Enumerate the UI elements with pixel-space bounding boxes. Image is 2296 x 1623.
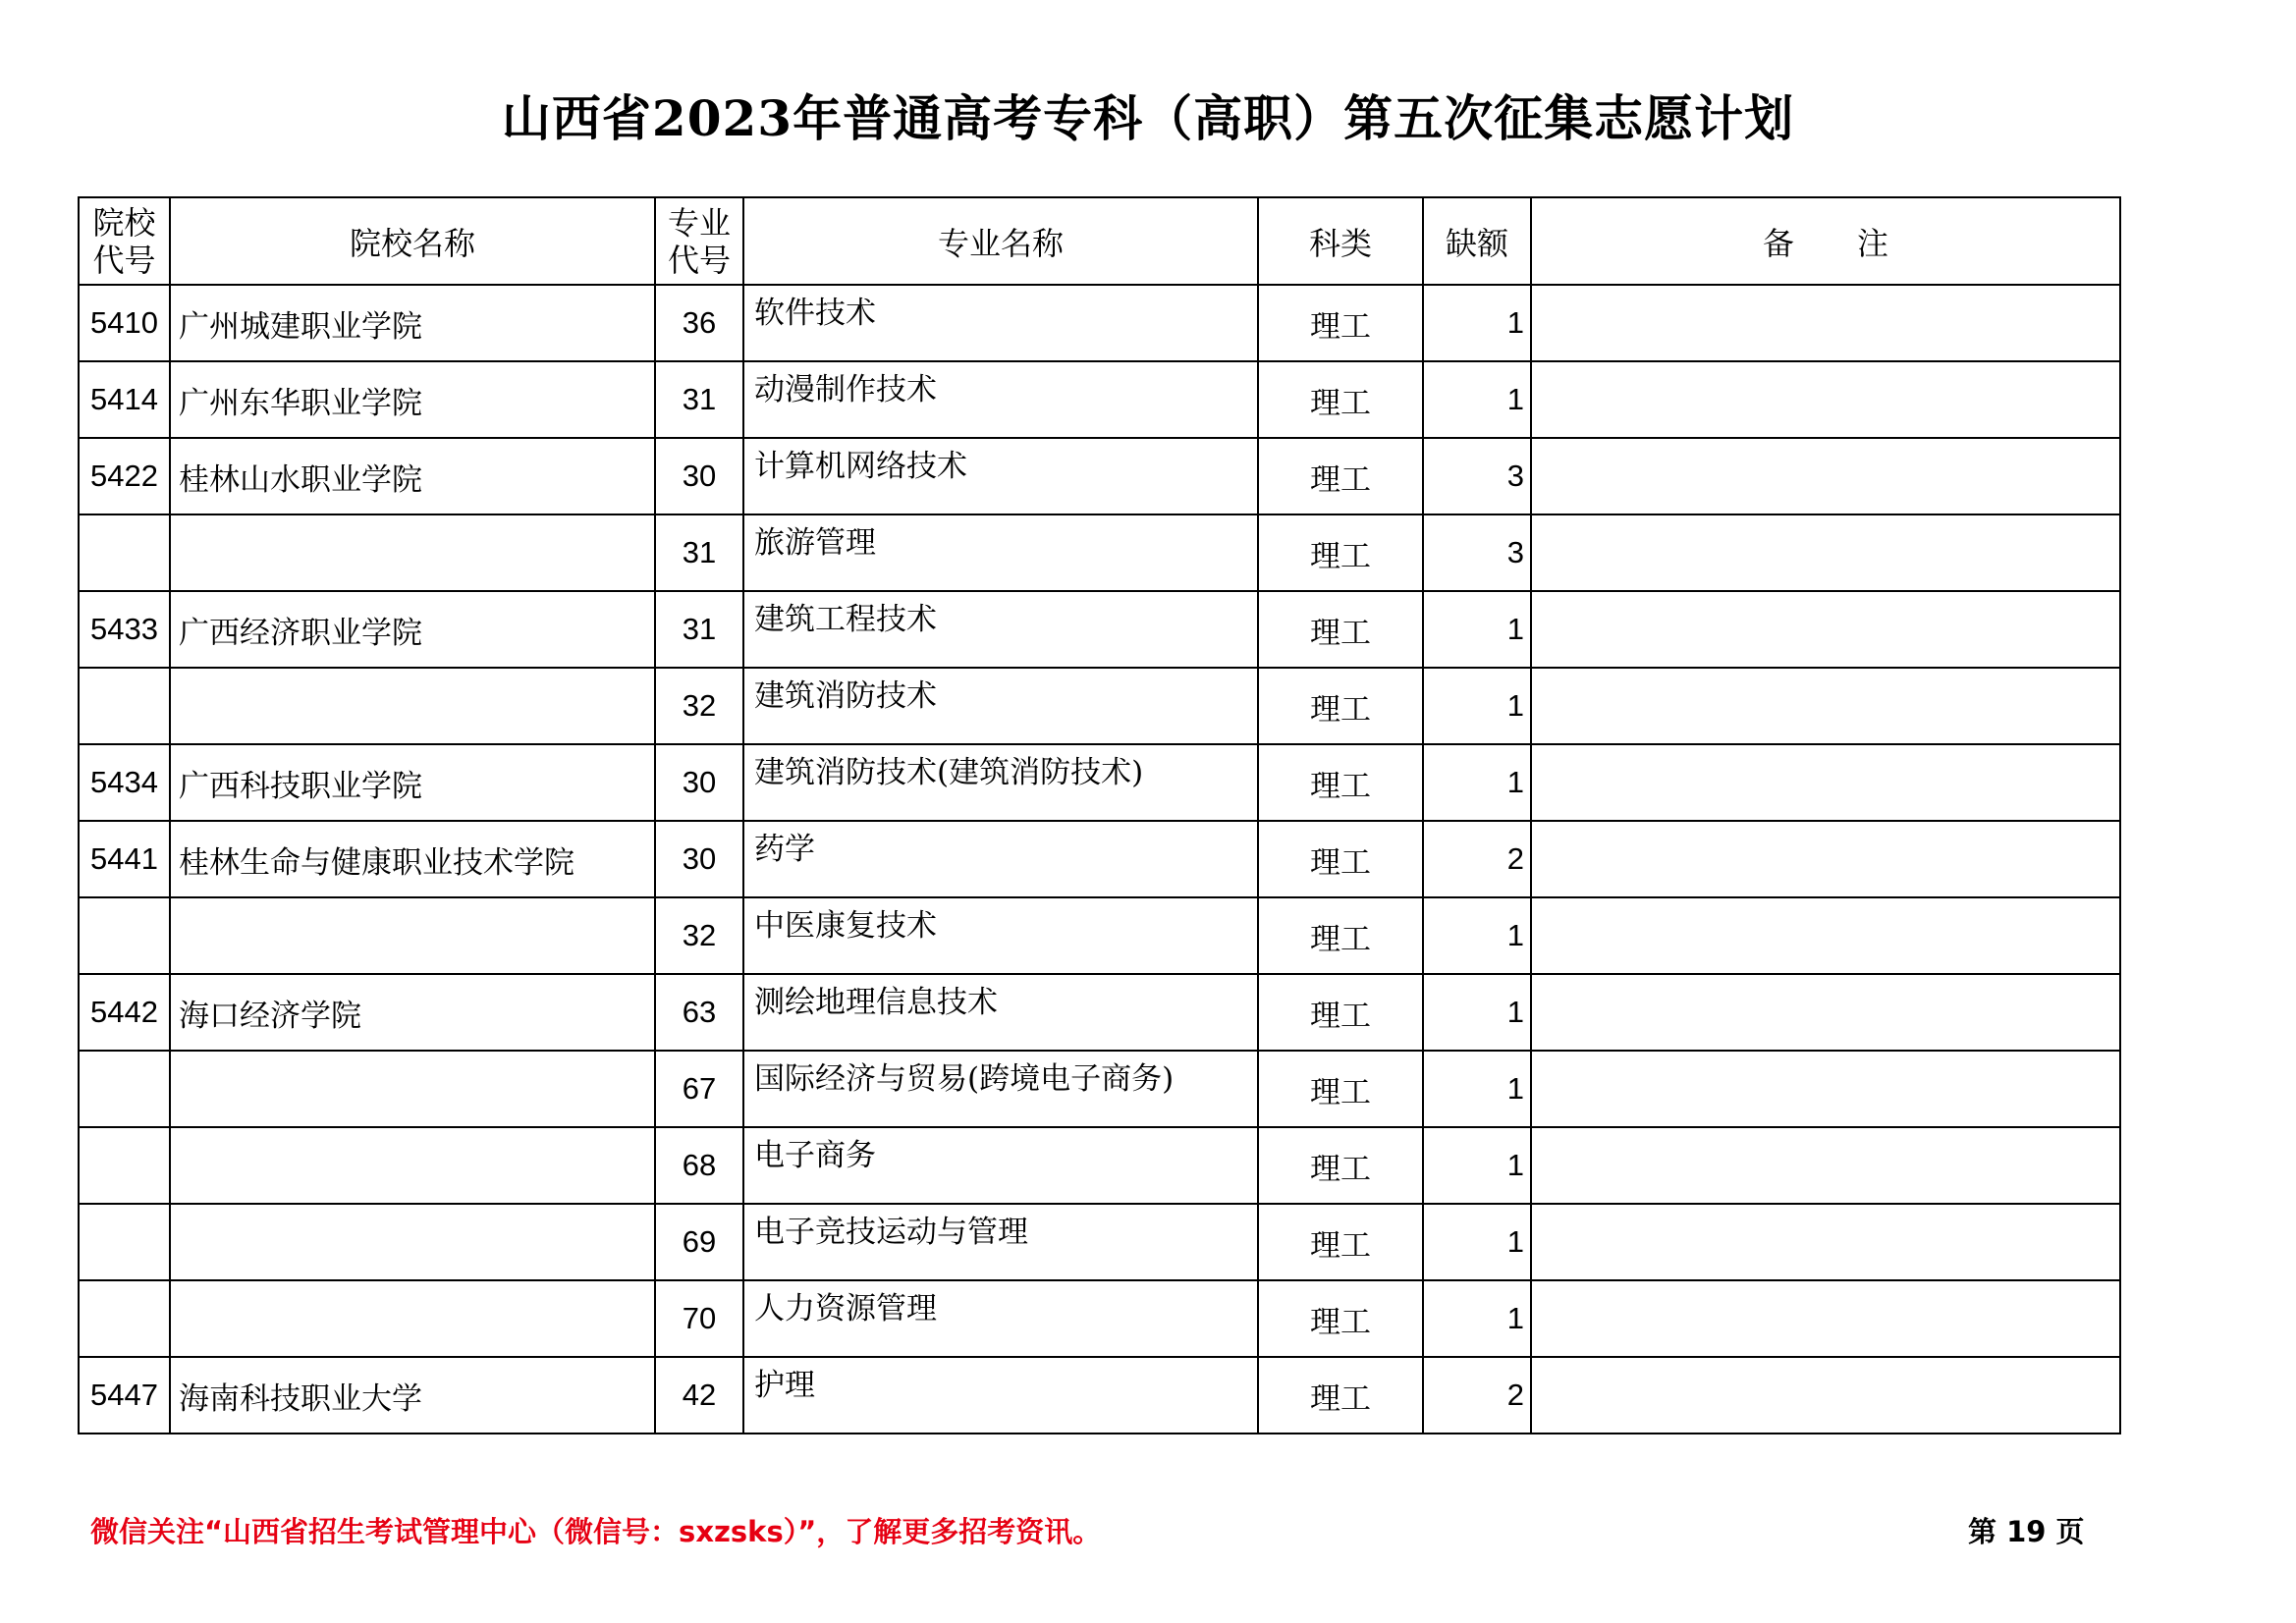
- header-major-code: 专业代号: [655, 197, 743, 285]
- subject-cell: 理工: [1258, 591, 1423, 668]
- table-row: [79, 1127, 2120, 1204]
- subject-cell: 理工: [1258, 285, 1423, 361]
- remark-cell: [1531, 1127, 2120, 1204]
- table-row: [79, 1051, 2120, 1127]
- header-school-name: 院校名称: [170, 197, 655, 285]
- remark-cell: [1531, 514, 2120, 591]
- major-name-cell: 软件技术: [743, 285, 1258, 361]
- subject-cell: 理工: [1258, 1204, 1423, 1280]
- school-code-cell: 5441: [79, 821, 170, 897]
- subject-cell: 理工: [1258, 974, 1423, 1051]
- school-name-cell: 广西科技职业学院: [170, 744, 655, 821]
- major-name-cell: 电子竞技运动与管理: [743, 1204, 1258, 1280]
- school-code-cell: [79, 897, 170, 974]
- school-name-cell: [170, 514, 655, 591]
- subject-cell: 理工: [1258, 668, 1423, 744]
- quota-cell: 1: [1423, 974, 1531, 1051]
- school-name-cell: 海南科技职业大学: [170, 1357, 655, 1434]
- header-major-name: 专业名称: [743, 197, 1258, 285]
- major-name-cell: 中医康复技术: [743, 897, 1258, 974]
- school-code-cell: 5410: [79, 285, 170, 361]
- subject-cell: 理工: [1258, 438, 1423, 514]
- quota-cell: 2: [1423, 1357, 1531, 1434]
- school-code-cell: 5442: [79, 974, 170, 1051]
- page-title: 山西省2023年普通高考专科（高职）第五次征集志愿计划: [501, 89, 1795, 147]
- major-name-cell: 护理: [743, 1357, 1258, 1434]
- school-name-cell: [170, 1051, 655, 1127]
- school-code-cell: 5433: [79, 591, 170, 668]
- quota-cell: 1: [1423, 591, 1531, 668]
- footer-wechat-note: 微信关注“山西省招生考试管理中心（微信号：sxzsks）”，了解更多招考资讯。: [90, 1515, 1102, 1548]
- major-code-cell: 69: [655, 1204, 743, 1280]
- table-row: [79, 821, 2120, 897]
- table-row: [79, 361, 2120, 438]
- school-name-cell: [170, 1280, 655, 1357]
- school-code-cell: 5422: [79, 438, 170, 514]
- major-name-cell: 国际经济与贸易(跨境电子商务): [743, 1051, 1258, 1127]
- quota-cell: 1: [1423, 897, 1531, 974]
- major-name-cell: 测绘地理信息技术: [743, 974, 1258, 1051]
- school-name-cell: 广州东华职业学院: [170, 361, 655, 438]
- school-code-cell: 5447: [79, 1357, 170, 1434]
- remark-cell: [1531, 361, 2120, 438]
- subject-cell: 理工: [1258, 1127, 1423, 1204]
- major-name-cell: 药学: [743, 821, 1258, 897]
- major-name-cell: 建筑工程技术: [743, 591, 1258, 668]
- major-code-cell: 36: [655, 285, 743, 361]
- table-row: [79, 974, 2120, 1051]
- school-code-cell: [79, 1280, 170, 1357]
- major-code-cell: 30: [655, 821, 743, 897]
- remark-cell: [1531, 821, 2120, 897]
- table-row: [79, 744, 2120, 821]
- remark-cell: [1531, 285, 2120, 361]
- major-code-cell: 31: [655, 361, 743, 438]
- header-subject: 科类: [1258, 197, 1423, 285]
- subject-cell: 理工: [1258, 1280, 1423, 1357]
- remark-cell: [1531, 897, 2120, 974]
- major-code-cell: 68: [655, 1127, 743, 1204]
- header-remark: 备 注: [1531, 197, 2120, 285]
- quota-cell: 1: [1423, 1204, 1531, 1280]
- page-number: 第 19 页: [1968, 1515, 2085, 1548]
- major-name-cell: 旅游管理: [743, 514, 1258, 591]
- subject-cell: 理工: [1258, 1051, 1423, 1127]
- school-name-cell: [170, 897, 655, 974]
- major-code-cell: 70: [655, 1280, 743, 1357]
- plan-table: [78, 196, 2121, 1434]
- major-code-cell: 42: [655, 1357, 743, 1434]
- major-code-cell: 32: [655, 897, 743, 974]
- table-row: [79, 285, 2120, 361]
- quota-cell: 1: [1423, 1127, 1531, 1204]
- table-row: [79, 1204, 2120, 1280]
- subject-cell: 理工: [1258, 897, 1423, 974]
- major-code-cell: 32: [655, 668, 743, 744]
- school-code-cell: 5434: [79, 744, 170, 821]
- school-code-cell: 5414: [79, 361, 170, 438]
- school-name-cell: 广西经济职业学院: [170, 591, 655, 668]
- remark-cell: [1531, 1357, 2120, 1434]
- school-code-cell: [79, 1127, 170, 1204]
- quota-cell: 1: [1423, 1051, 1531, 1127]
- remark-cell: [1531, 744, 2120, 821]
- major-name-cell: 人力资源管理: [743, 1280, 1258, 1357]
- remark-cell: [1531, 1204, 2120, 1280]
- remark-cell: [1531, 668, 2120, 744]
- major-code-cell: 31: [655, 591, 743, 668]
- school-code-cell: [79, 1204, 170, 1280]
- school-name-cell: 桂林生命与健康职业技术学院: [170, 821, 655, 897]
- quota-cell: 1: [1423, 361, 1531, 438]
- subject-cell: 理工: [1258, 1357, 1423, 1434]
- school-name-cell: 桂林山水职业学院: [170, 438, 655, 514]
- table-row: [79, 668, 2120, 744]
- major-code-cell: 63: [655, 974, 743, 1051]
- table-body: [79, 285, 2120, 1434]
- subject-cell: 理工: [1258, 361, 1423, 438]
- major-name-cell: 建筑消防技术(建筑消防技术): [743, 744, 1258, 821]
- school-name-cell: 海口经济学院: [170, 974, 655, 1051]
- school-name-cell: 广州城建职业学院: [170, 285, 655, 361]
- major-code-cell: 30: [655, 744, 743, 821]
- school-code-cell: [79, 514, 170, 591]
- quota-cell: 1: [1423, 285, 1531, 361]
- table-row: [79, 1357, 2120, 1434]
- subject-cell: 理工: [1258, 514, 1423, 591]
- quota-cell: 2: [1423, 821, 1531, 897]
- table-row: [79, 514, 2120, 591]
- major-name-cell: 建筑消防技术: [743, 668, 1258, 744]
- school-name-cell: [170, 1127, 655, 1204]
- major-code-cell: 30: [655, 438, 743, 514]
- remark-cell: [1531, 1051, 2120, 1127]
- table-row: [79, 591, 2120, 668]
- table-row: [79, 1280, 2120, 1357]
- quota-cell: 1: [1423, 668, 1531, 744]
- remark-cell: [1531, 1280, 2120, 1357]
- school-name-cell: [170, 668, 655, 744]
- major-name-cell: 动漫制作技术: [743, 361, 1258, 438]
- major-code-cell: 67: [655, 1051, 743, 1127]
- quota-cell: 3: [1423, 514, 1531, 591]
- remark-cell: [1531, 591, 2120, 668]
- subject-cell: 理工: [1258, 744, 1423, 821]
- table-header-row: [79, 197, 2120, 285]
- school-code-cell: [79, 1051, 170, 1127]
- major-name-cell: 计算机网络技术: [743, 438, 1258, 514]
- school-code-cell: [79, 668, 170, 744]
- quota-cell: 1: [1423, 744, 1531, 821]
- table-row: [79, 897, 2120, 974]
- header-school-code: 院校代号: [79, 197, 170, 285]
- remark-cell: [1531, 438, 2120, 514]
- subject-cell: 理工: [1258, 821, 1423, 897]
- table-row: [79, 438, 2120, 514]
- remark-cell: [1531, 974, 2120, 1051]
- major-code-cell: 31: [655, 514, 743, 591]
- header-quota: 缺额: [1423, 197, 1531, 285]
- school-name-cell: [170, 1204, 655, 1280]
- quota-cell: 3: [1423, 438, 1531, 514]
- major-name-cell: 电子商务: [743, 1127, 1258, 1204]
- quota-cell: 1: [1423, 1280, 1531, 1357]
